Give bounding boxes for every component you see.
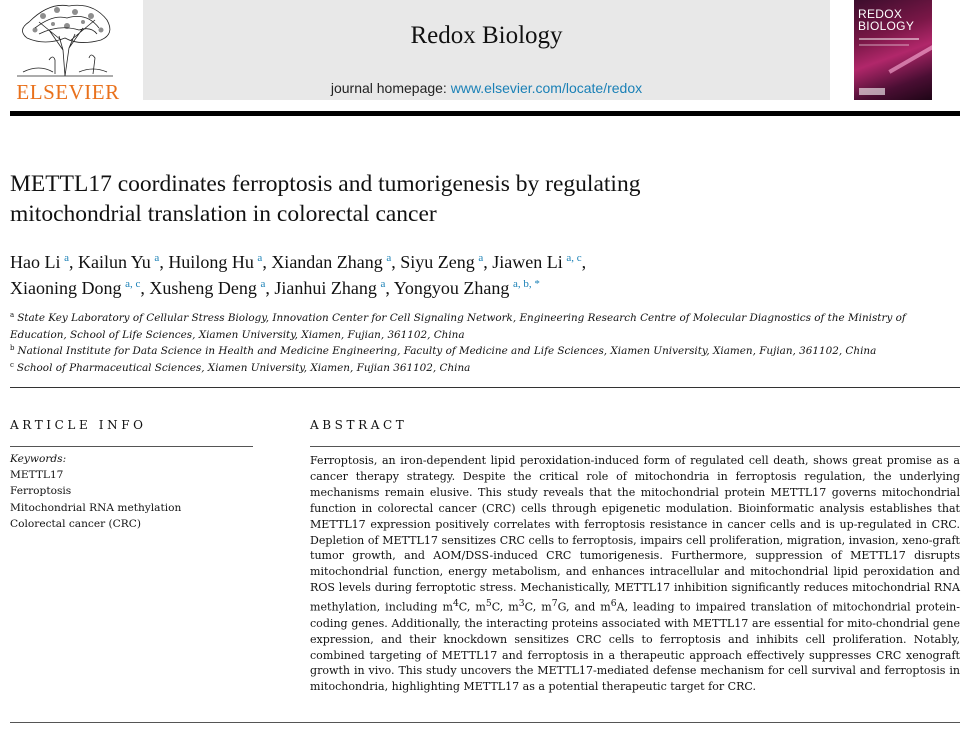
keyword: Mitochondrial RNA methylation: [10, 501, 182, 514]
article-title: [10, 169, 910, 229]
publisher-name: ELSEVIER: [16, 80, 120, 104]
author-affiliation-mark[interactable]: a: [64, 252, 69, 264]
homepage-label: journal homepage:: [330, 80, 451, 96]
affiliation: $^b$ National Institute for Data Science in Health and Medicine Engineering, Faculty of Medicine and Life Sciences, Xiamen University, Xiamen, Fujian, 361102, China: [10, 344, 877, 358]
article-info-heading: ARTICLE INFO: [10, 418, 147, 432]
header-rule: [10, 111, 960, 116]
author-affiliation-mark[interactable]: a: [478, 252, 484, 264]
author-affiliation-mark[interactable]: a, c: [566, 252, 582, 264]
author-affiliation-mark[interactable]: a: [260, 278, 266, 290]
cover-title-line2: BIOLOGY: [858, 19, 915, 33]
affiliation: $^a$ State Key Laboratory of Cellular Stress Biology, Innovation Center for Cell Signaling Network, Engineering Research Centre of Molecular Diagnostics of the Ministry of Education, School of Life Sciences, Xiamen University, Xiamen, Fujian, 361102, China: [10, 311, 906, 341]
author[interactable]: Hao Li $^a$,: [10, 252, 78, 272]
author-affiliation-mark[interactable]: a, c: [125, 278, 141, 290]
author[interactable]: Xiandan Zhang $^a$,: [271, 252, 401, 272]
abstract-text: Ferroptosis, an iron-dependent lipid peroxidation-induced form of regulated cell death, shows great promise as a cancer therapy strategy. Despite the critical role of mitochondria in ferroptosis regulation, the underlying mechanisms remain elusive. This study reveals that the mitochondrial protein METTL17 governs mitochondrial function in colorectal cancer (CRC) cells through epigenetic modulation. Bioinformatic analysis establishes that METTL17 expression positively correlates with ferroptosis resistance in cancer cells and is up-regulated in CRC. Depletion of METTL17 sensitizes CRC cells to ferroptosis, impairs cell proliferation, migration, invasion, xeno-graft tumor growth, and AOM/DSS-induced CRC tumorigenesis. Furthermore, suppression of METTL17 disrupts mitochondrial function, energy metabolism, and enhances intracellular and mitochondrial lipid peroxidation and ROS levels during ferroptotic stress. Mechanistically, METTL17 inhibition significantly reduces mitochondrial RNA methylation, including $m^4C$, $m^5C$, $m^3C$, $m^7G$, and $m^6A$, leading to impaired translation of mitochondrial protein-coding genes. Additionally, the interacting proteins associated with METTL17 are essential for mito-chondrial gene expression, and their knockdown sensitizes CRC cells to ferroptosis and inhibits cell proliferation. Notably, combined targeting of METTL17 and ferroptosis in a therapeutic approach effectively suppresses CRC xenograft growth in vivo. This study uncovers the METTL17-mediated defense mechanism for cell survival and ferroptosis in mitochondria, highlighting METTL17 as a potential therapeutic target for CRC.: [310, 454, 961, 694]
footer-rule: [10, 722, 960, 723]
article-title-line1: METTL17 coordinates ferroptosis and tumorigenesis by regulating: [10, 171, 641, 197]
abstract-heading: ABSTRACT: [310, 418, 408, 432]
author-affiliation-mark[interactable]: a: [154, 252, 160, 264]
author[interactable]: Xiaoning Dong $^{a, c}$,: [10, 278, 150, 298]
keyword: Colorectal cancer (CRC): [10, 517, 142, 530]
author-list: [10, 249, 910, 301]
author[interactable]: Kailun Yu $^a$,: [77, 252, 169, 272]
journal-title: Redox Biology: [410, 22, 563, 49]
journal-cover: [854, 0, 932, 100]
author-affiliation-mark[interactable]: a: [386, 252, 392, 264]
article-info-rule: [10, 446, 253, 447]
author[interactable]: Huilong Hu $^a$,: [168, 252, 272, 272]
elsevier-tree-icon: [9, 0, 121, 78]
journal-banner: [143, 0, 830, 100]
cover-decoration: [888, 30, 932, 73]
author[interactable]: Jianhui Zhang $^a$,: [274, 278, 394, 298]
homepage-link[interactable]: www.elsevier.com/locate/redox: [450, 80, 643, 96]
author[interactable]: Jiawen Li $^{a, c}$,: [492, 252, 587, 272]
cover-subtitle-bar: [859, 38, 919, 40]
author[interactable]: Yongyou Zhang $^{a, b, *}$: [393, 278, 540, 298]
keyword: Ferroptosis: [10, 485, 72, 498]
cover-title-line1: REDOX: [858, 7, 903, 21]
author-affiliation-mark[interactable]: a, b, *: [512, 278, 540, 290]
journal-homepage: [143, 80, 830, 96]
article-title-line2: mitochondrial translation in colorectal cancer: [10, 201, 437, 227]
abstract-rule: [310, 446, 960, 447]
section-divider: [10, 387, 960, 388]
cover-logos: [859, 88, 885, 95]
cover-title: [858, 8, 914, 32]
affiliation-list: [10, 310, 910, 376]
keyword: METTL17: [10, 469, 64, 482]
author-affiliation-mark[interactable]: a: [257, 252, 263, 264]
keywords-block: [10, 451, 260, 532]
author[interactable]: Xusheng Deng $^a$,: [149, 278, 275, 298]
cover-subtitle-bar: [859, 44, 909, 46]
keywords-label: Keywords:: [10, 453, 67, 465]
author-affiliation-mark[interactable]: a: [380, 278, 386, 290]
author[interactable]: Siyu Zeng $^a$,: [400, 252, 493, 272]
elsevier-logo: [9, 0, 121, 103]
affiliation: $^c$ School of Pharmaceutical Sciences, Xiamen University, Xiamen, Fujian 361102, China: [10, 360, 471, 374]
